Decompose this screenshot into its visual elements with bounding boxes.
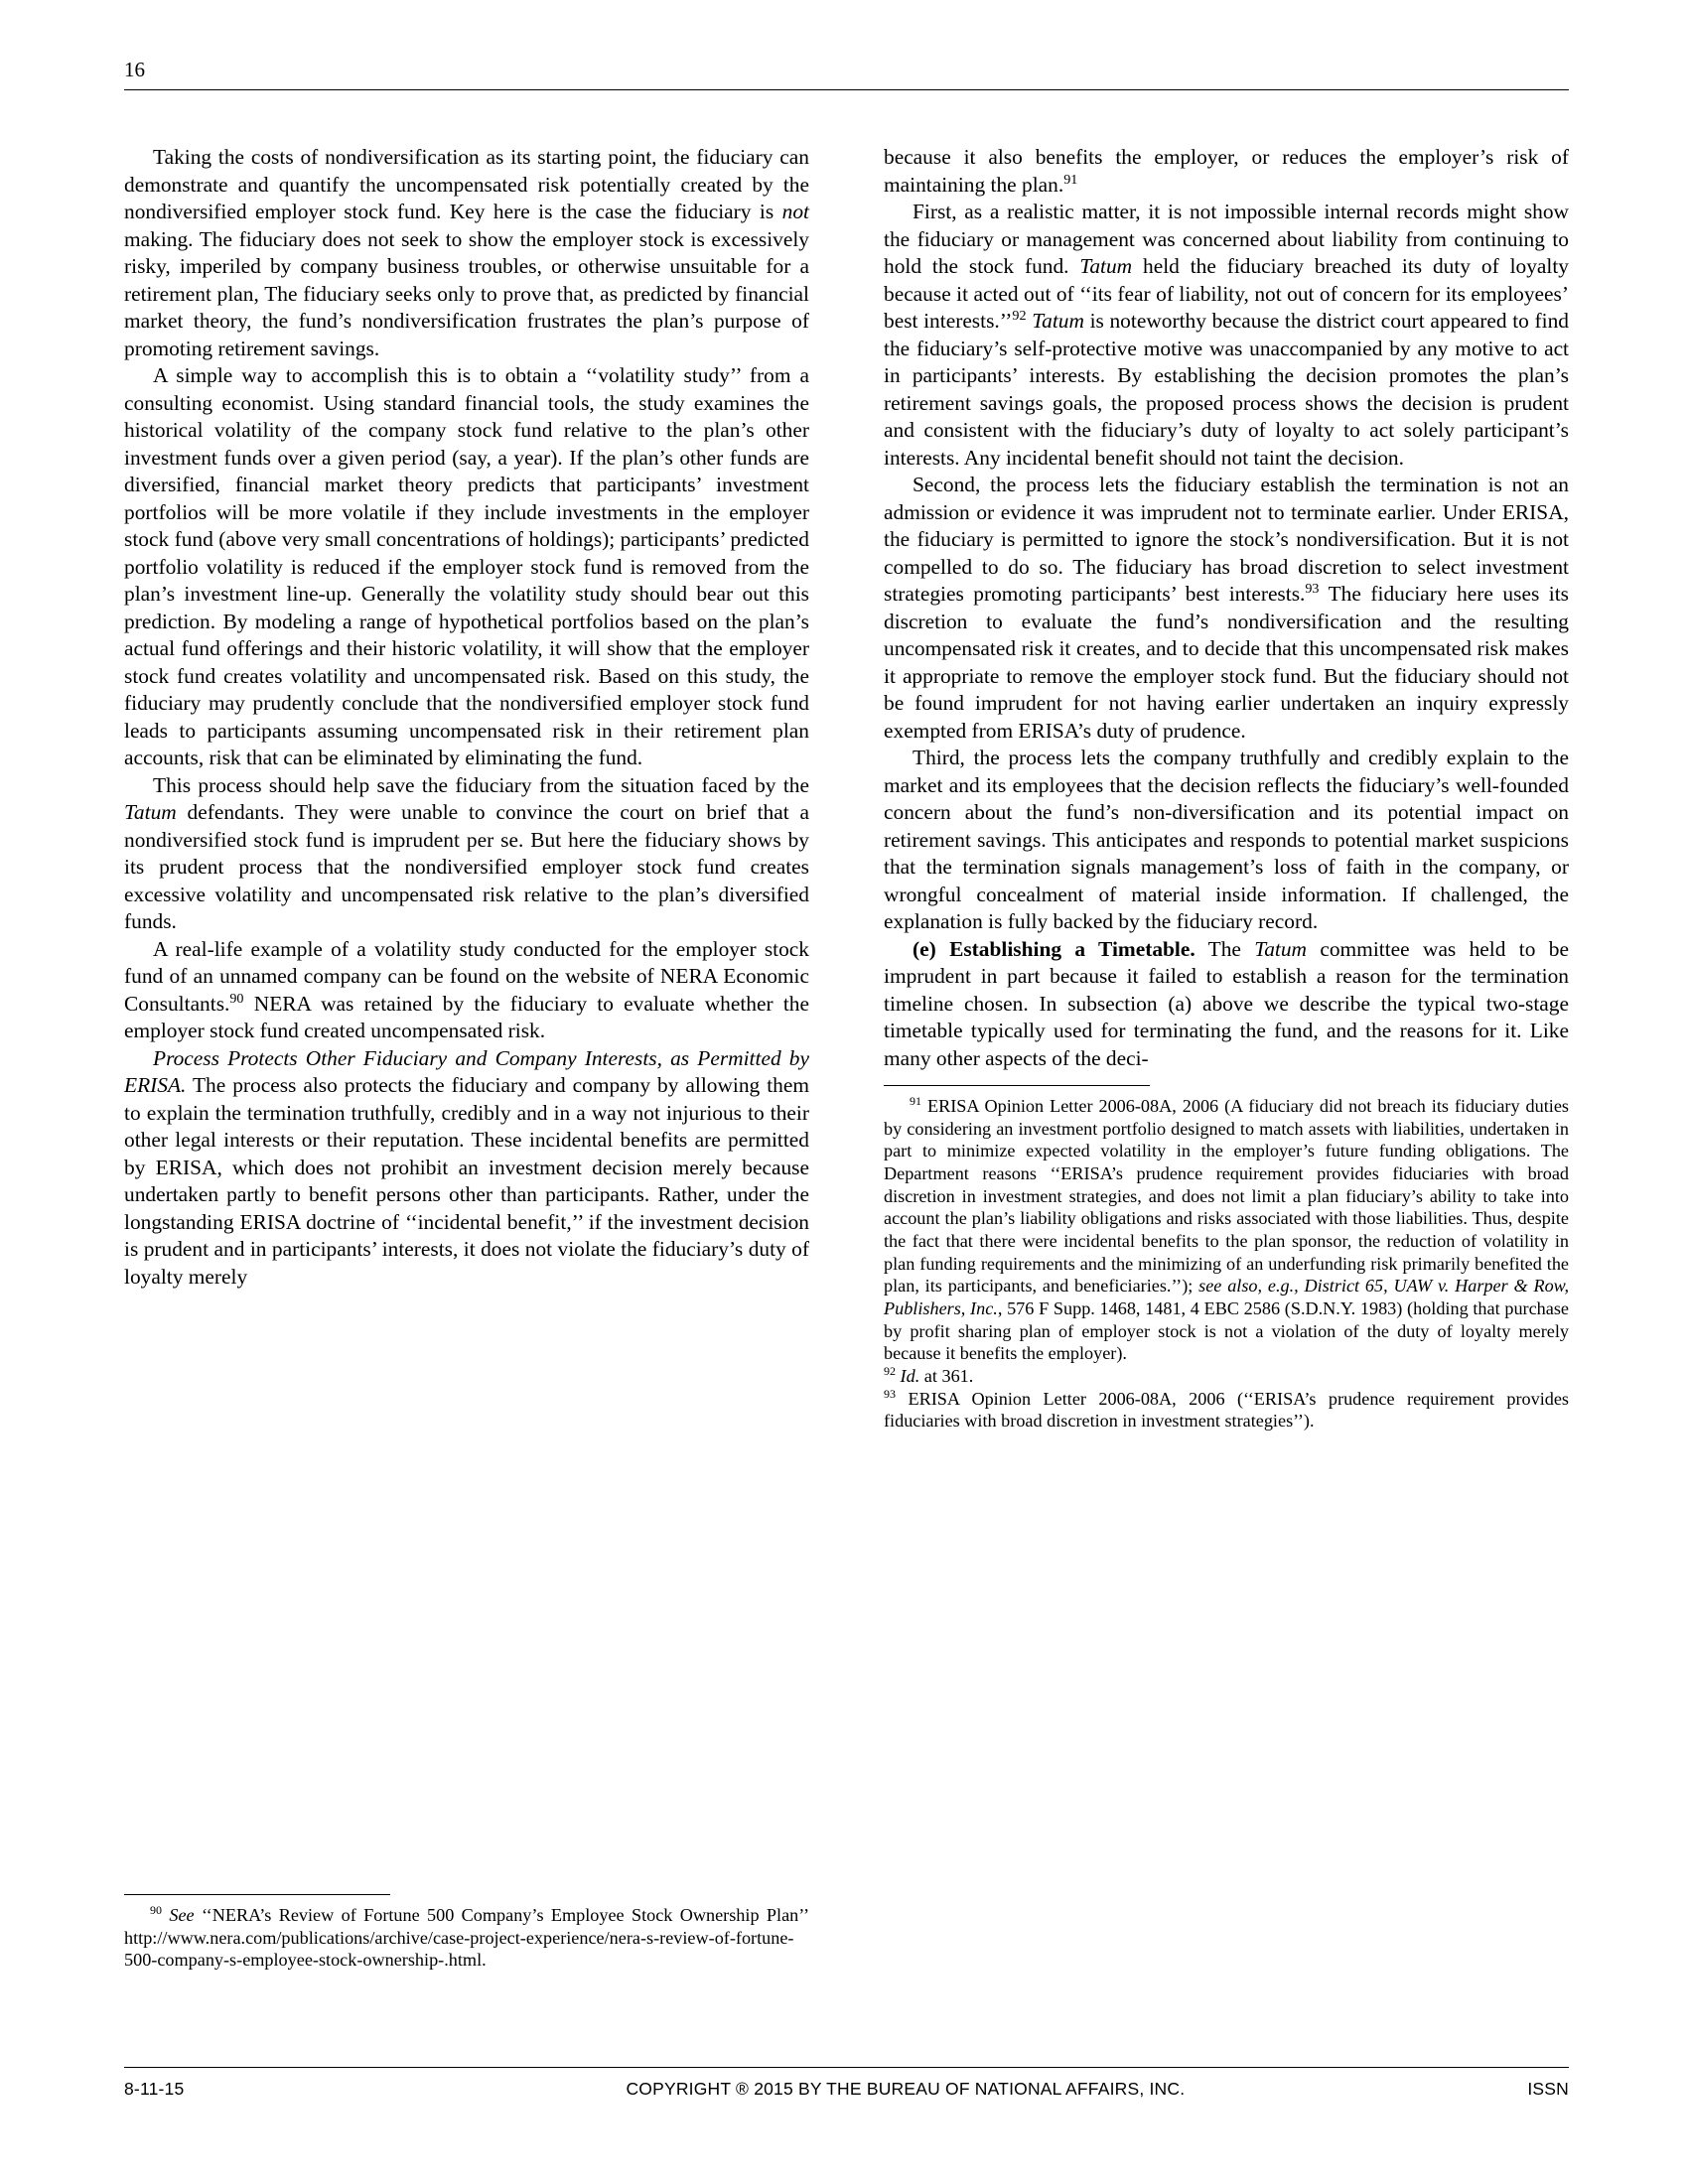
footnote-ref-90: 90 bbox=[229, 990, 244, 1007]
footnote-number-91: 91 bbox=[910, 1093, 921, 1108]
page-footer bbox=[124, 2067, 1569, 2100]
footnote-divider-right bbox=[884, 1085, 1150, 1086]
right-column bbox=[884, 144, 1569, 1433]
left-column-footnotes bbox=[124, 1881, 809, 1972]
page-number: 16 bbox=[124, 58, 145, 81]
footnote-divider-left bbox=[124, 1894, 390, 1895]
footnote-ref-91: 91 bbox=[1063, 171, 1078, 188]
two-column-body bbox=[124, 144, 1569, 1433]
footnote-93: $^{93}$ ERISA Opinion Letter 2006-08A, 2006 (‘‘ERISA’s prudence requirement provides fiduciaries with broad discretion in investment strategies’’). bbox=[884, 1386, 1569, 1432]
header-divider bbox=[124, 89, 1569, 90]
paragraph: Taking the costs of nondiversification as its starting point, the fiduciary can demonstrate and quantify the uncompensated risk potentially created by the nondiversified employer stock fund. Key here is the case the fiduciary is not making. The fiduciary does not seek to show the employer stock is excessively risky, imperiled by company business troubles, or otherwise unsuitable for a retirement plan, The fiduciary seeks only to prove that, as predicted by financial market theory, the fund’s nondiversification frustrates the plan’s purpose of promoting retirement savings. bbox=[124, 145, 809, 360]
footnote-90: $^{90}$ See ‘‘NERA’s Review of Fortune 500 Company’s Employee Stock Ownership Plan’’ http://www.nera.com/publications/archive/case-project-experience/nera-s-review-of-fortune-500-company-s-employee-stock-ownership-.html. bbox=[124, 1902, 809, 1971]
paragraph: A real-life example of a volatility study conducted for the employer stock fund of an unnamed company can be found on the website of NERA Economic Consultants.$^{90}$ NERA was retained by the fiduciary to evaluate whether the employer stock fund created uncompensated risk. bbox=[124, 936, 809, 1042]
paragraph: because it also benefits the employer, or reduces the employer’s risk of maintaining the plan.$^{91}$ bbox=[884, 145, 1569, 197]
paragraph: Third, the process lets the company truthfully and credibly explain to the market and its employees that the decision reflects the fiduciary’s well-founded concern about the fund’s non-diversification and its potential impact on retirement savings. This anticipates and responds to potential market suspicions that the termination signals management’s loss of faith in the company, or wrongful concealment of material inside information. If challenged, the explanation is fully backed by the fiduciary record. bbox=[884, 746, 1569, 933]
footer-divider bbox=[124, 2067, 1569, 2068]
footnote-ref-93: 93 bbox=[1305, 580, 1320, 597]
paragraph: First, as a realistic matter, it is not impossible internal records might show the fiduciary or management was concerned about liability from continuing to hold the stock fund. Tatum held the fiduciary breached its duty of loyalty because it acted out of ‘‘its fear of liability, not out of concern for its employees’ best interests.’’$^{92}$ Tatum is noteworthy because the district court appeared to find the fiduciary’s self-protective motive was unaccompanied by any motive to act in participants’ interests. By establishing the decision promotes the plan’s retirement savings goals, the proposed process shows the decision is prudent and consistent with the fiduciary’s duty of loyalty to act solely participant’s interests. Any incidental benefit should not taint the decision. bbox=[884, 200, 1569, 470]
paragraph: A simple way to accomplish this is to obtain a ‘‘volatility study’’ from a consulting economist. Using standard financial tools, the study examines the historical volatility of the company stock fund relative to the plan’s other investment funds over a given period (say, a year). If the plan’s other funds are diversified, financial market theory predicts that participants’ investment portfolios will be more volatile if they include investments in the employer stock fund (above very small concentrations of holdings); participants’ predicted portfolio volatility is reduced if the employer stock fund is removed from the plan’s investment line-up. Generally the volatility study should bear out this prediction. By modeling a range of hypothetical portfolios based on the plan’s actual fund offerings and their historic volatility, it will show that the employer stock fund creates volatility and uncompensated risk. Based on this study, the fiduciary may prudently conclude that the nondiversified employer stock fund leads to participants assuming uncompensated risk in their retirement plan accounts, risk that can be eliminated by eliminating the fund. bbox=[124, 363, 809, 769]
left-column bbox=[124, 144, 809, 1433]
footnote-92: $^{92}$ Id. at 361. bbox=[884, 1363, 974, 1386]
footnote-number-92: 92 bbox=[884, 1363, 896, 1378]
paragraph: Process Protects Other Fiduciary and Company Interests, as Permitted by ERISA. The process also protects the fiduciary and company by allowing them to explain the termination truthfully, credibly and in a way not injurious to their other legal interests or their reputation. These incidental benefits are permitted by ERISA, which does not prohibit an investment decision merely because undertaken partly to benefit persons other than participants. Rather, under the longstanding ERISA doctrine of ‘‘incidental benefit,’’ if the investment decision is prudent and in participants’ interests, it does not violate the fiduciary’s duty of loyalty merely bbox=[124, 1045, 809, 1289]
footnote-number-90: 90 bbox=[150, 1902, 162, 1917]
footer-copyright: COPYRIGHT ® 2015 BY THE BUREAU OF NATIONAL AFFAIRS, INC. bbox=[626, 2079, 1186, 2099]
footnote-number-93: 93 bbox=[884, 1386, 896, 1401]
paragraph: This process should help save the fiduciary from the situation faced by the Tatum defendants. They were unable to convince the court on brief that a nondiversified stock fund is imprudent per se. But here the fiduciary shows by its prudent process that the nondiversified employer stock fund creates excessive volatility and uncompensated risk relative to the plan’s diversified funds. bbox=[124, 772, 809, 933]
page-header bbox=[124, 60, 1569, 90]
footer-date: 8-11-15 bbox=[124, 2079, 185, 2099]
paragraph: (e) Establishing a Timetable. The Tatum committee was held to be imprudent in part because it failed to establish a reason for the termination timeline chosen. In subsection (a) above we describe the typical two-stage timetable typically used for terminating the fund, and the reasons for it. Like many other aspects of the deci- bbox=[884, 936, 1569, 1070]
footnote-ref-92: 92 bbox=[1012, 307, 1027, 324]
paragraph: Second, the process lets the fiduciary establish the termination is not an admission or evidence it was imprudent not to terminate earlier. Under ERISA, the fiduciary is permitted to ignore the stock’s nondiversification. But it is not compelled to do so. The fiduciary has broad discretion to select investment strategies promoting participants’ best interests.$^{93}$ The fiduciary here uses its discretion to evaluate the fund’s nondiversification and the resulting uncompensated risk it creates, and to decide that this uncompensated risk makes it appropriate to remove the employer stock fund. But the fiduciary should not be found imprudent for not having earlier undertaken an inquiry expressly exempted from ERISA’s duty of prudence. bbox=[884, 473, 1569, 743]
footer-issn: ISSN bbox=[1527, 2079, 1569, 2099]
footnote-91: $^{91}$ ERISA Opinion Letter 2006-08A, 2006 (A fiduciary did not breach its fiduciary duties by considering an investment portfolio designed to match assets with liabilities, undertaken in part to minimize expected volatility in the employer’s future funding obligations. The Department reasons ‘‘ERISA’s prudence requirement provides fiduciaries with broad discretion in investment strategies, and does not limit a plan fiduciary’s ability to take into account the plan’s liability obligations and risks associated with those liabilities. Thus, despite the fact that there were incidental benefits to the plan sponsor, the reduction of volatility in plan funding requirements and the minimizing of an underfunding risk primarily benefited the plan, its participants, and beneficiaries.’’); see also, e.g., District 65, UAW v. Harper & Row, Publishers, Inc., 576 F Supp. 1468, 1481, 4 EBC 2586 (S.D.N.Y. 1983) (holding that purchase by profit sharing plan of employer stock is not a violation of the duty of loyalty merely because it benefits the employer). bbox=[884, 1093, 1570, 1364]
